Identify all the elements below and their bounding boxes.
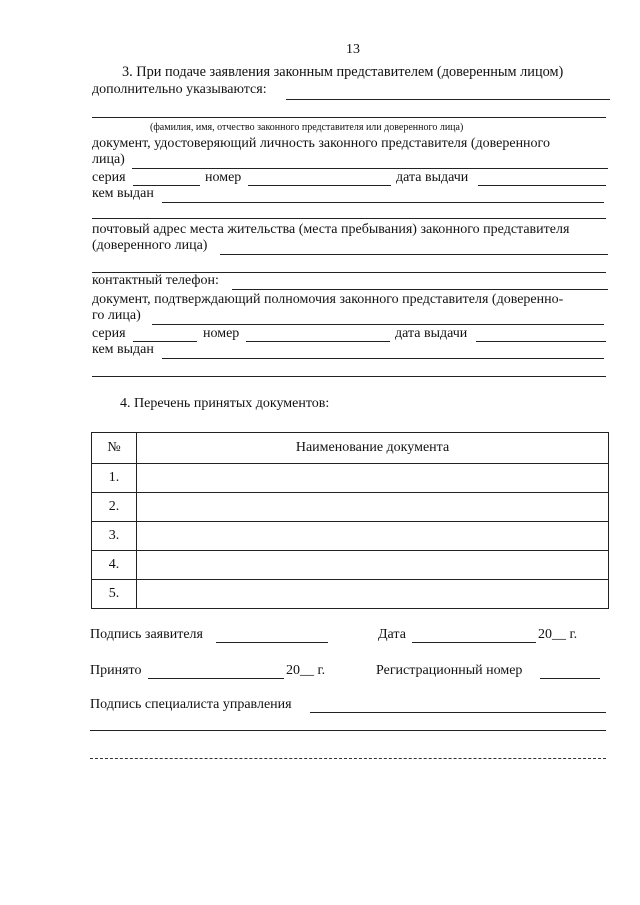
applicant-signature-label: Подпись заявителя bbox=[90, 627, 203, 642]
doc-name-cell[interactable] bbox=[137, 493, 609, 522]
issue-date-label: дата выдачи bbox=[396, 170, 469, 185]
number-label-2: номер bbox=[203, 326, 240, 341]
reg-number-label: Регистрационный номер bbox=[376, 663, 523, 678]
row-number: 5. bbox=[92, 580, 137, 609]
date-label: Дата bbox=[378, 627, 406, 642]
page-number: 13 bbox=[346, 42, 360, 57]
applicant-signature-line[interactable] bbox=[216, 642, 328, 643]
table-header-row bbox=[92, 433, 609, 464]
section3-intro-line2: дополнительно указываются: bbox=[92, 82, 267, 97]
issue-date-label-2: дата выдачи bbox=[395, 326, 468, 341]
authority-line1: документ, подтверждающий полномочия законного представителя (доверенно- bbox=[92, 292, 564, 307]
address-line1: почтовый адрес места жительства (места пребывания) законного представителя bbox=[92, 222, 570, 237]
row-number: 2. bbox=[92, 493, 137, 522]
issued-by-fill-line[interactable] bbox=[162, 202, 604, 203]
id-doc-line1: документ, удостоверяющий личность законного представителя (доверенного bbox=[92, 136, 550, 151]
series-label: серия bbox=[92, 170, 126, 185]
table-row bbox=[92, 464, 609, 493]
date-year: 20__ г. bbox=[538, 627, 578, 642]
address-line2: (доверенного лица) bbox=[92, 238, 208, 253]
number-fill-line-2[interactable] bbox=[246, 341, 390, 342]
phone-label: контактный телефон: bbox=[92, 273, 219, 288]
specialist-signature-label: Подпись специалиста управления bbox=[90, 697, 292, 712]
issue-date-fill-line-2[interactable] bbox=[476, 341, 606, 342]
col-num-header: № bbox=[92, 433, 137, 464]
documents-table bbox=[91, 432, 609, 609]
series-label-2: серия bbox=[92, 326, 126, 341]
table-row bbox=[92, 522, 609, 551]
table-row bbox=[92, 551, 609, 580]
col-name-header: Наименование документа bbox=[137, 433, 609, 464]
issued-by-label-2: кем выдан bbox=[92, 342, 154, 357]
specialist-signature-line-2[interactable] bbox=[90, 730, 606, 731]
section4-title: 4. Перечень принятых документов: bbox=[120, 396, 330, 411]
issued-by-label: кем выдан bbox=[92, 186, 154, 201]
accepted-label: Принято bbox=[90, 663, 142, 678]
id-doc-fill-line[interactable] bbox=[132, 168, 608, 169]
date-fill-line[interactable] bbox=[412, 642, 536, 643]
issued-by-fill-line-4[interactable] bbox=[92, 376, 606, 377]
section3-intro-line1: 3. При подаче заявления законным представителем (доверенным лицом) bbox=[122, 64, 564, 80]
doc-name-cell[interactable] bbox=[137, 551, 609, 580]
intro-fill-line[interactable] bbox=[286, 99, 610, 100]
doc-name-cell[interactable] bbox=[137, 464, 609, 493]
phone-fill-line[interactable] bbox=[232, 289, 608, 290]
accepted-fill-line[interactable] bbox=[148, 678, 284, 679]
authority-line2: го лица) bbox=[92, 308, 141, 323]
specialist-signature-line[interactable] bbox=[310, 712, 606, 713]
issued-by-fill-line-3[interactable] bbox=[162, 358, 604, 359]
table-row bbox=[92, 580, 609, 609]
row-number: 3. bbox=[92, 522, 137, 551]
doc-name-cell[interactable] bbox=[137, 522, 609, 551]
id-doc-line2: лица) bbox=[92, 152, 125, 167]
issue-date-fill-line[interactable] bbox=[478, 185, 606, 186]
number-fill-line[interactable] bbox=[248, 185, 391, 186]
fio-caption: (фамилия, имя, отчество законного представителя или доверенного лица) bbox=[150, 122, 464, 133]
row-number: 1. bbox=[92, 464, 137, 493]
address-fill-line[interactable] bbox=[220, 254, 608, 255]
fio-fill-line[interactable] bbox=[92, 117, 606, 118]
doc-name-cell[interactable] bbox=[137, 580, 609, 609]
reg-number-fill-line[interactable] bbox=[540, 678, 600, 679]
row-number: 4. bbox=[92, 551, 137, 580]
table-row bbox=[92, 493, 609, 522]
issued-by-fill-line-2[interactable] bbox=[92, 218, 606, 219]
authority-fill-line[interactable] bbox=[152, 324, 604, 325]
accepted-year: 20__ г. bbox=[286, 663, 326, 678]
cut-line bbox=[90, 758, 606, 759]
number-label: номер bbox=[205, 170, 242, 185]
